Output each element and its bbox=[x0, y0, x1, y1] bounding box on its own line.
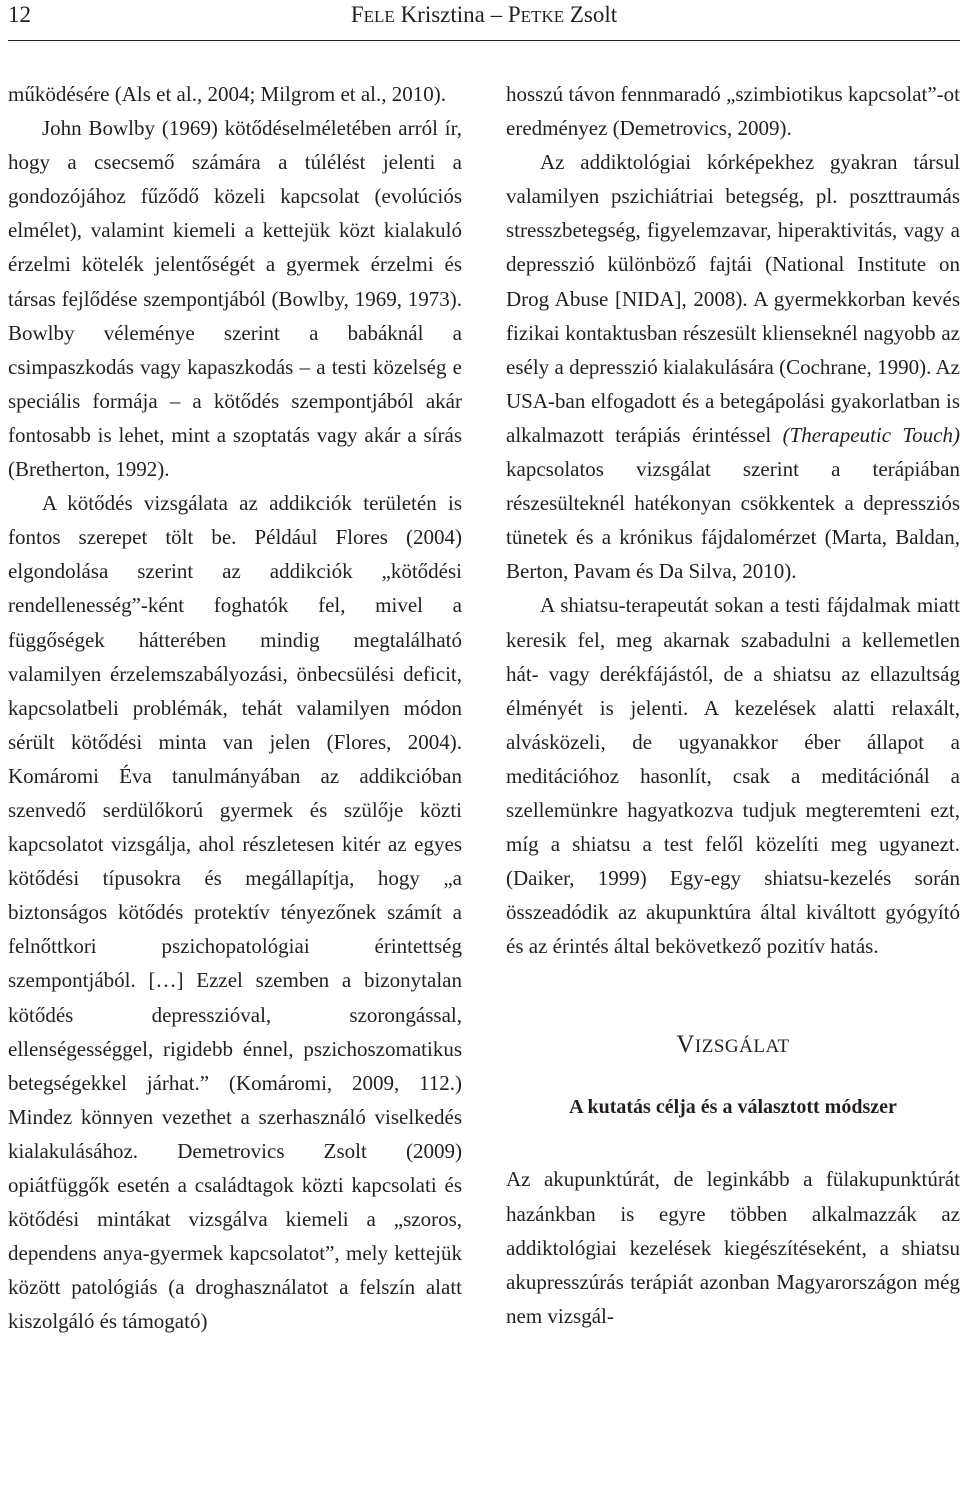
section-title-initial: V bbox=[676, 1031, 695, 1059]
author1-initial: F bbox=[350, 2, 364, 27]
paragraph bbox=[506, 145, 960, 588]
page-number: 12 bbox=[8, 2, 31, 27]
running-head-authors bbox=[8, 2, 960, 28]
paragraph-text: kapcsolatos vizsgálat szerint a terápiában részesülteknél hatékonyan csökkentek a depressziós tünetek és a krónikus fájdalomérzet (Marta, Baldan, Berton, Pavam és Da Silva, 2010). bbox=[506, 457, 960, 584]
author2-initial: P bbox=[507, 2, 521, 27]
paragraph-text: Az addiktológiai kórképekhez gyakran társul valamilyen pszichiátriai betegség, pl. poszttraumás stresszbetegség, figyelemzavar, hiperaktivitás, vagy a depresszió különböző fajtái (National Institute on Drog Abuse [NIDA], 2008). A gyermekkorban kevés fizikai kontaktusban részesült klienseknél nagyobb az esély a depresszió kialakulására (Cochrane, 1990). Az USA-ban elfogadott és a betegápolási gyakorlatban is alkalmazott terápiás érintéssel bbox=[506, 150, 960, 447]
paragraph: A shiatsu-terapeutát sokan a testi fájdalmak miatt keresik fel, meg akarnak szabadulni a kellemetlen hát- vagy derékfájástól, de a shiatsu az ellazultság élményét is jelenti. A kezelések alatti relaxált, alvásközeli, de ugyanakkor éber állapot a meditációhoz hasonlít, csak a meditációnál a szellemünkre hagyatkozva tudjuk megteremteni ezt, míg a shiatsu a test felől közelíti meg ugyanezt. (Daiker, 1999) Egy-egy shiatsu-kezelés során összeadódik az akupunktúra által kiváltott gyógyító és az érintés által bekövetkező pozitív hatás. bbox=[506, 593, 960, 959]
spacer bbox=[506, 1122, 960, 1162]
section-title-rest: IZSGÁLAT bbox=[694, 1036, 790, 1058]
author2-given-name: Zsolt bbox=[564, 2, 618, 27]
author1-surname-rest: ELE bbox=[363, 7, 395, 26]
author2-surname-rest: ETKE bbox=[520, 7, 565, 26]
italic-term: (Therapeutic Touch) bbox=[782, 422, 960, 447]
author1-given-name: Krisztina – bbox=[394, 2, 508, 27]
header-rule bbox=[8, 40, 960, 41]
paragraph: működésére (Als et al., 2004; Milgrom et al., 2010). bbox=[8, 82, 446, 106]
section-title bbox=[506, 1028, 960, 1064]
subheading: A kutatás célja és a választott módszer bbox=[569, 1096, 897, 1119]
right-column bbox=[506, 77, 960, 1333]
paragraph: Az akupunktúrát, de leginkább a fülakupunktúrát hazánkban is egyre többen alkalmazzák az addiktológiai kezelések kiegészítéseként, a shiatsu akupresszúrás terápiát azonban Magyarországon még nem vizsgál- bbox=[506, 1167, 960, 1328]
running-header bbox=[8, 0, 960, 28]
left-column bbox=[8, 77, 462, 1338]
paragraph: hosszú távon fennmaradó „szimbiotikus kapcsolat”-ot eredményez (Demetrovics, 2009). bbox=[506, 82, 960, 141]
paragraph: John Bowlby (1969) kötődéselméletében arról ír, hogy a csecsemő számára a túlélést jelenti a gondozójához fűződő közeli kapcsolat (evolúciós elmélet), valamint kiemeli a kettejük közt kialakuló érzelmi kötelék jelentőségét a gyermek érzelmi és társas fejlődése szempontjából (Bowlby, 1969, 1973). Bowlby véleménye szerint a babáknál a csimpaszkodás vagy kapaszkodás – a testi közelség e speciális formája – a kötődés szempontjából akár fontosabb is lehet, mint a szoptatás vagy akár a sírás (Bretherton, 1992). bbox=[8, 116, 462, 482]
paragraph: A kötődés vizsgálata az addikciók területén is fontos szerepet tölt be. Például Flores (2004) elgondolása szerint az addikciók „kötődési rendellenesség”-ként foghatók fel, mivel a függőségek hátterében mindig megtalálható valamilyen érzelemszabályozási, önbecsülési deficit, kapcsolatbeli problémák, tehát valamilyen módon sérült kötődési minta van jelen (Flores, 2004). Komáromi Éva tanulmányában az addikcióban szenvedő serdülőkorú gyermek és szülője közti kapcsolatot vizsgálja, ahol részletesen kitér az egyes kötődési típusokra és megállapítja, hogy „a biztonságos kötődés protektív tényezőnek számít a felnőttkori pszichopatológiai érintettség szempontjából. […] Ezzel szemben a bizonytalan kötődés depresszióval, szorongással, ellenségességgel, rigidebb énnel, pszichoszomatikus betegségekkel járhat.” (Komáromi, 2009, 112.) Mindez könnyen vezethet a szerhasználó viselkedés kialakulásához. Demetrovics Zsolt (2009) opiátfüggők esetén a családtagok közti kapcsolati és kötődési mintákat vizsgálva kiemeli a „szoros, dependens anya-gyermek kapcsolatot”, mely kettejük között patológiás (a droghasználatot a felszín alatt kiszolgáló és támogató) bbox=[8, 491, 462, 1334]
